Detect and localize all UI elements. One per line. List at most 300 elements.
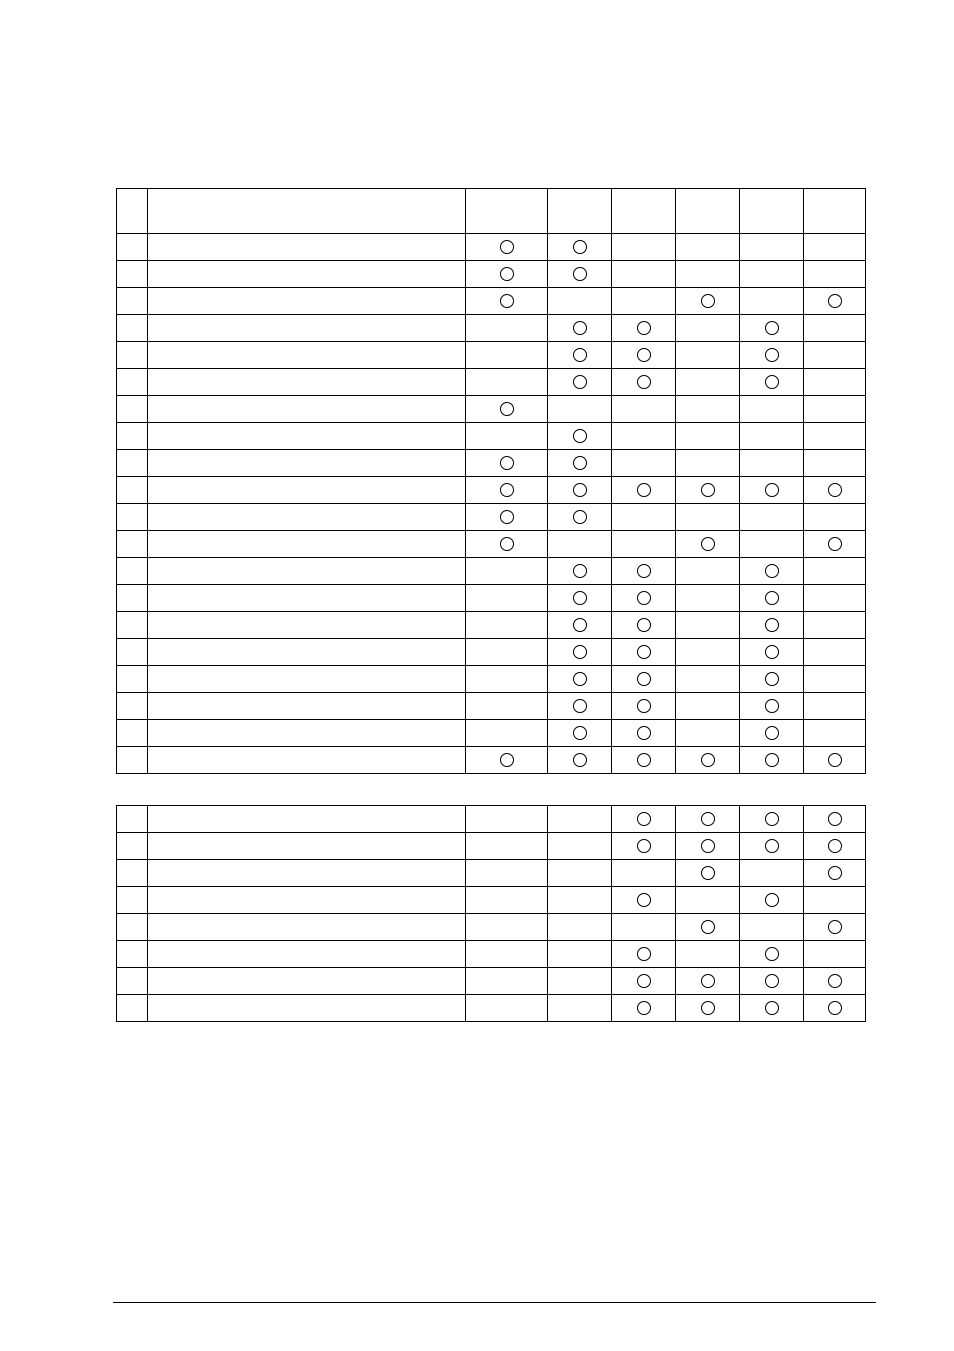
row-number-cell xyxy=(117,639,148,666)
mark-cell xyxy=(740,887,804,914)
mark-cell xyxy=(740,396,804,423)
mark-cell xyxy=(804,504,866,531)
mark-cell xyxy=(676,639,740,666)
mark-cell xyxy=(612,450,676,477)
row-label-cell xyxy=(148,968,466,995)
mark-cell xyxy=(466,396,548,423)
table-row xyxy=(117,914,866,941)
mark-cell xyxy=(676,833,740,860)
mark-cell xyxy=(612,914,676,941)
row-number-cell xyxy=(117,477,148,504)
mark-cell xyxy=(740,747,804,774)
mark-cell xyxy=(612,423,676,450)
circle-mark-icon xyxy=(500,537,514,551)
circle-mark-icon xyxy=(701,753,715,767)
mark-cell xyxy=(676,450,740,477)
row-number-cell xyxy=(117,612,148,639)
mark-cell xyxy=(804,288,866,315)
mark-cell xyxy=(612,261,676,288)
table-row xyxy=(117,369,866,396)
mark-cell xyxy=(804,450,866,477)
mark-cell xyxy=(548,261,612,288)
circle-mark-icon xyxy=(765,483,779,497)
mark-cell xyxy=(612,941,676,968)
mark-cell xyxy=(466,860,548,887)
mark-cell xyxy=(612,612,676,639)
circle-mark-icon xyxy=(637,375,651,389)
mark-cell xyxy=(804,995,866,1022)
mark-cell xyxy=(466,612,548,639)
mark-cell xyxy=(466,968,548,995)
circle-mark-icon xyxy=(637,812,651,826)
row-number-cell xyxy=(117,666,148,693)
row-number-cell xyxy=(117,369,148,396)
table-row xyxy=(117,612,866,639)
mark-cell xyxy=(466,261,548,288)
mark-cell xyxy=(548,720,612,747)
row-number-cell xyxy=(117,423,148,450)
mark-cell xyxy=(740,315,804,342)
table-row xyxy=(117,693,866,720)
mark-cell xyxy=(740,968,804,995)
circle-mark-icon xyxy=(637,753,651,767)
mark-cell xyxy=(676,747,740,774)
row-label-cell xyxy=(148,585,466,612)
table-row xyxy=(117,558,866,585)
circle-mark-icon xyxy=(701,537,715,551)
mark-cell xyxy=(612,342,676,369)
circle-mark-icon xyxy=(765,893,779,907)
mark-cell xyxy=(548,666,612,693)
circle-mark-icon xyxy=(500,483,514,497)
mark-cell xyxy=(676,612,740,639)
mark-cell xyxy=(466,477,548,504)
mark-cell xyxy=(740,941,804,968)
row-number-cell xyxy=(117,995,148,1022)
circle-mark-icon xyxy=(637,564,651,578)
header-row xyxy=(117,189,866,234)
circle-mark-icon xyxy=(573,645,587,659)
circle-mark-icon xyxy=(573,510,587,524)
circle-mark-icon xyxy=(573,429,587,443)
mark-cell xyxy=(612,995,676,1022)
mark-cell xyxy=(804,887,866,914)
table-row xyxy=(117,423,866,450)
mark-cell xyxy=(548,342,612,369)
circle-mark-icon xyxy=(765,321,779,335)
mark-cell xyxy=(676,423,740,450)
mark-cell xyxy=(740,558,804,585)
mark-cell xyxy=(804,941,866,968)
mark-cell xyxy=(676,288,740,315)
circle-mark-icon xyxy=(765,618,779,632)
circle-mark-icon xyxy=(828,812,842,826)
mark-cell xyxy=(676,720,740,747)
mark-cell xyxy=(676,342,740,369)
mark-cell xyxy=(676,914,740,941)
mark-cell xyxy=(548,833,612,860)
row-number-cell xyxy=(117,968,148,995)
mark-cell xyxy=(548,234,612,261)
row-label-cell xyxy=(148,477,466,504)
row-label-cell xyxy=(148,423,466,450)
circle-mark-icon xyxy=(701,1001,715,1015)
table-row xyxy=(117,504,866,531)
header-cell xyxy=(740,189,804,234)
table-row xyxy=(117,234,866,261)
mark-cell xyxy=(804,342,866,369)
mark-cell xyxy=(804,315,866,342)
table-row xyxy=(117,639,866,666)
circle-mark-icon xyxy=(828,483,842,497)
circle-mark-icon xyxy=(573,618,587,632)
circle-mark-icon xyxy=(701,812,715,826)
circle-mark-icon xyxy=(637,947,651,961)
circle-mark-icon xyxy=(765,1001,779,1015)
circle-mark-icon xyxy=(828,1001,842,1015)
mark-cell xyxy=(466,342,548,369)
row-label-cell xyxy=(148,531,466,558)
mark-cell xyxy=(804,369,866,396)
mark-cell xyxy=(676,531,740,558)
circle-mark-icon xyxy=(573,699,587,713)
table-row xyxy=(117,396,866,423)
mark-cell xyxy=(612,234,676,261)
circle-mark-icon xyxy=(765,974,779,988)
mark-cell xyxy=(804,833,866,860)
circle-mark-icon xyxy=(765,591,779,605)
row-label-cell xyxy=(148,612,466,639)
circle-mark-icon xyxy=(500,240,514,254)
mark-cell xyxy=(740,612,804,639)
table-row xyxy=(117,315,866,342)
header-cell xyxy=(148,189,466,234)
mark-cell xyxy=(612,396,676,423)
mark-cell xyxy=(804,234,866,261)
circle-mark-icon xyxy=(637,645,651,659)
mark-cell xyxy=(612,558,676,585)
circle-mark-icon xyxy=(828,839,842,853)
mark-cell xyxy=(612,887,676,914)
mark-cell xyxy=(612,747,676,774)
circle-mark-icon xyxy=(765,699,779,713)
circle-mark-icon xyxy=(765,726,779,740)
compatibility-table-bottom xyxy=(116,805,866,1022)
mark-cell xyxy=(740,531,804,558)
mark-cell xyxy=(548,941,612,968)
mark-cell xyxy=(804,531,866,558)
mark-cell xyxy=(740,450,804,477)
row-label-cell xyxy=(148,315,466,342)
mark-cell xyxy=(804,477,866,504)
row-label-cell xyxy=(148,558,466,585)
table-row xyxy=(117,666,866,693)
mark-cell xyxy=(466,720,548,747)
header-cell xyxy=(676,189,740,234)
mark-cell xyxy=(466,558,548,585)
table-row xyxy=(117,450,866,477)
mark-cell xyxy=(676,369,740,396)
table-row xyxy=(117,747,866,774)
mark-cell xyxy=(548,423,612,450)
row-label-cell xyxy=(148,914,466,941)
mark-cell xyxy=(612,720,676,747)
circle-mark-icon xyxy=(500,753,514,767)
row-number-cell xyxy=(117,833,148,860)
mark-cell xyxy=(740,693,804,720)
row-label-cell xyxy=(148,369,466,396)
mark-cell xyxy=(740,342,804,369)
circle-mark-icon xyxy=(765,564,779,578)
mark-cell xyxy=(466,747,548,774)
row-label-cell xyxy=(148,693,466,720)
mark-cell xyxy=(804,396,866,423)
row-label-cell xyxy=(148,450,466,477)
mark-cell xyxy=(548,450,612,477)
circle-mark-icon xyxy=(573,267,587,281)
mark-cell xyxy=(804,968,866,995)
circle-mark-icon xyxy=(701,294,715,308)
table-row xyxy=(117,531,866,558)
header-cell xyxy=(548,189,612,234)
header-cell xyxy=(466,189,548,234)
mark-cell xyxy=(548,693,612,720)
mark-cell xyxy=(548,860,612,887)
mark-cell xyxy=(612,833,676,860)
circle-mark-icon xyxy=(765,947,779,961)
table-row xyxy=(117,288,866,315)
table-row xyxy=(117,585,866,612)
mark-cell xyxy=(740,666,804,693)
mark-cell xyxy=(466,531,548,558)
mark-cell xyxy=(676,968,740,995)
circle-mark-icon xyxy=(765,375,779,389)
mark-cell xyxy=(740,995,804,1022)
circle-mark-icon xyxy=(637,726,651,740)
mark-cell xyxy=(612,504,676,531)
row-number-cell xyxy=(117,693,148,720)
mark-cell xyxy=(740,504,804,531)
mark-cell xyxy=(548,288,612,315)
mark-cell xyxy=(804,558,866,585)
row-label-cell xyxy=(148,234,466,261)
mark-cell xyxy=(548,639,612,666)
mark-cell xyxy=(804,806,866,833)
circle-mark-icon xyxy=(765,753,779,767)
circle-mark-icon xyxy=(637,348,651,362)
table-row xyxy=(117,342,866,369)
mark-cell xyxy=(612,806,676,833)
circle-mark-icon xyxy=(765,672,779,686)
mark-cell xyxy=(548,558,612,585)
mark-cell xyxy=(548,477,612,504)
circle-mark-icon xyxy=(573,375,587,389)
mark-cell xyxy=(804,747,866,774)
table-row xyxy=(117,941,866,968)
circle-mark-icon xyxy=(500,294,514,308)
row-number-cell xyxy=(117,558,148,585)
mark-cell xyxy=(548,887,612,914)
circle-mark-icon xyxy=(500,456,514,470)
mark-cell xyxy=(466,887,548,914)
mark-cell xyxy=(676,995,740,1022)
table-row xyxy=(117,860,866,887)
circle-mark-icon xyxy=(637,591,651,605)
row-number-cell xyxy=(117,261,148,288)
circle-mark-icon xyxy=(573,321,587,335)
mark-cell xyxy=(740,288,804,315)
mark-cell xyxy=(548,806,612,833)
circle-mark-icon xyxy=(828,294,842,308)
row-number-cell xyxy=(117,887,148,914)
header-cell xyxy=(117,189,148,234)
mark-cell xyxy=(548,585,612,612)
mark-cell xyxy=(740,369,804,396)
mark-cell xyxy=(676,234,740,261)
row-label-cell xyxy=(148,833,466,860)
circle-mark-icon xyxy=(701,866,715,880)
circle-mark-icon xyxy=(573,591,587,605)
row-label-cell xyxy=(148,504,466,531)
circle-mark-icon xyxy=(828,974,842,988)
mark-cell xyxy=(548,396,612,423)
mark-cell xyxy=(548,914,612,941)
table-row xyxy=(117,995,866,1022)
circle-mark-icon xyxy=(637,839,651,853)
mark-cell xyxy=(612,531,676,558)
row-number-cell xyxy=(117,585,148,612)
mark-cell xyxy=(804,423,866,450)
circle-mark-icon xyxy=(500,267,514,281)
row-number-cell xyxy=(117,941,148,968)
row-label-cell xyxy=(148,288,466,315)
row-number-cell xyxy=(117,396,148,423)
table-row xyxy=(117,806,866,833)
row-number-cell xyxy=(117,342,148,369)
row-number-cell xyxy=(117,315,148,342)
circle-mark-icon xyxy=(828,537,842,551)
header-cell xyxy=(804,189,866,234)
mark-cell xyxy=(612,585,676,612)
row-label-cell xyxy=(148,342,466,369)
row-label-cell xyxy=(148,747,466,774)
mark-cell xyxy=(612,369,676,396)
table-row xyxy=(117,833,866,860)
row-label-cell xyxy=(148,860,466,887)
circle-mark-icon xyxy=(500,510,514,524)
row-label-cell xyxy=(148,887,466,914)
row-number-cell xyxy=(117,747,148,774)
mark-cell xyxy=(548,504,612,531)
mark-cell xyxy=(676,558,740,585)
mark-cell xyxy=(740,423,804,450)
row-label-cell xyxy=(148,720,466,747)
mark-cell xyxy=(740,234,804,261)
mark-cell xyxy=(548,995,612,1022)
mark-cell xyxy=(466,315,548,342)
circle-mark-icon xyxy=(637,974,651,988)
mark-cell xyxy=(676,806,740,833)
mark-cell xyxy=(804,585,866,612)
row-number-cell xyxy=(117,806,148,833)
mark-cell xyxy=(466,423,548,450)
circle-mark-icon xyxy=(573,753,587,767)
circle-mark-icon xyxy=(765,812,779,826)
mark-cell xyxy=(804,914,866,941)
circle-mark-icon xyxy=(637,1001,651,1015)
mark-cell xyxy=(740,585,804,612)
circle-mark-icon xyxy=(573,348,587,362)
mark-cell xyxy=(740,914,804,941)
mark-cell xyxy=(466,288,548,315)
mark-cell xyxy=(466,693,548,720)
mark-cell xyxy=(804,261,866,288)
mark-cell xyxy=(804,860,866,887)
row-number-cell xyxy=(117,531,148,558)
mark-cell xyxy=(466,995,548,1022)
circle-mark-icon xyxy=(765,839,779,853)
table-row xyxy=(117,720,866,747)
circle-mark-icon xyxy=(701,974,715,988)
mark-cell xyxy=(676,504,740,531)
circle-mark-icon xyxy=(637,672,651,686)
mark-cell xyxy=(548,315,612,342)
mark-cell xyxy=(466,450,548,477)
table-row xyxy=(117,968,866,995)
circle-mark-icon xyxy=(500,402,514,416)
footer-rule xyxy=(113,1302,876,1303)
circle-mark-icon xyxy=(573,726,587,740)
table-row xyxy=(117,261,866,288)
mark-cell xyxy=(740,477,804,504)
mark-cell xyxy=(740,860,804,887)
circle-mark-icon xyxy=(573,240,587,254)
mark-cell xyxy=(612,666,676,693)
mark-cell xyxy=(466,504,548,531)
table-row xyxy=(117,887,866,914)
mark-cell xyxy=(612,315,676,342)
mark-cell xyxy=(612,860,676,887)
mark-cell xyxy=(676,666,740,693)
mark-cell xyxy=(676,585,740,612)
circle-mark-icon xyxy=(573,672,587,686)
circle-mark-icon xyxy=(637,321,651,335)
row-number-cell xyxy=(117,914,148,941)
mark-cell xyxy=(466,369,548,396)
mark-cell xyxy=(676,887,740,914)
mark-cell xyxy=(548,612,612,639)
circle-mark-icon xyxy=(701,483,715,497)
mark-cell xyxy=(740,720,804,747)
row-number-cell xyxy=(117,450,148,477)
circle-mark-icon xyxy=(637,483,651,497)
mark-cell xyxy=(548,747,612,774)
mark-cell xyxy=(548,369,612,396)
mark-cell xyxy=(676,315,740,342)
circle-mark-icon xyxy=(637,699,651,713)
mark-cell xyxy=(804,720,866,747)
mark-cell xyxy=(676,477,740,504)
mark-cell xyxy=(676,261,740,288)
mark-cell xyxy=(466,806,548,833)
mark-cell xyxy=(740,261,804,288)
header-cell xyxy=(612,189,676,234)
mark-cell xyxy=(612,477,676,504)
mark-cell xyxy=(676,396,740,423)
mark-cell xyxy=(612,968,676,995)
circle-mark-icon xyxy=(573,456,587,470)
mark-cell xyxy=(612,639,676,666)
